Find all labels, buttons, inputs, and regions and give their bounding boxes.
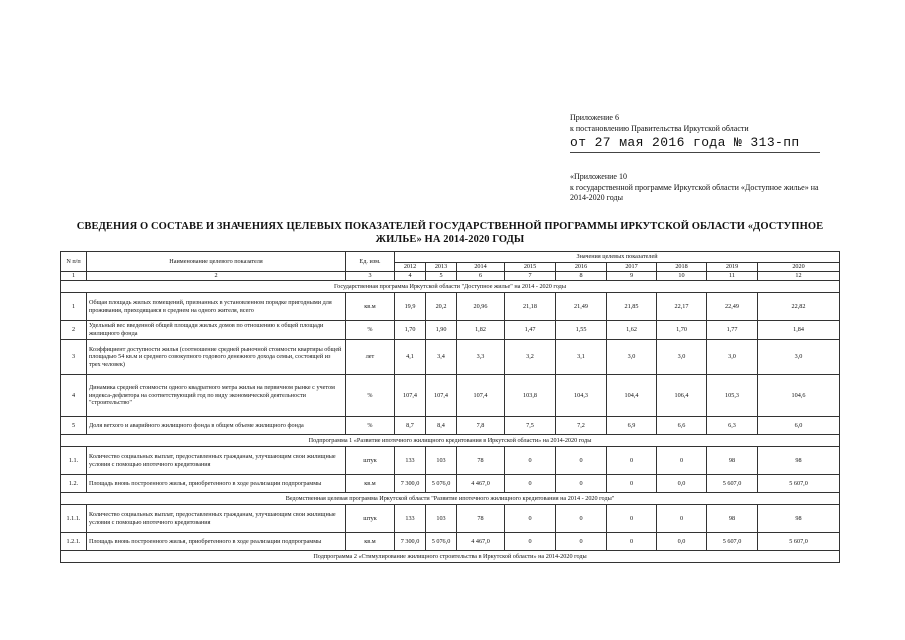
value-cell: 78: [457, 505, 505, 533]
year-cell: 2017: [607, 263, 657, 272]
value-cell: 19,9: [395, 293, 426, 321]
value-cell: 98: [758, 447, 840, 475]
value-cell: 21,49: [556, 293, 607, 321]
value-cell: 133: [395, 447, 426, 475]
value-cell: 78: [457, 447, 505, 475]
value-cell: 7,2: [556, 417, 607, 435]
value-cell: 0: [607, 505, 657, 533]
value-cell: 1,70: [395, 321, 426, 340]
section-row: [61, 493, 840, 505]
indicator-name: Площадь вновь построенного жилья, приобретенного в ходе реализации подпрограммы: [87, 475, 346, 493]
decree-line: от 27 мая 2016 года № 313-пп: [570, 135, 820, 153]
value-cell: 6,6: [657, 417, 707, 435]
year-cell: 2013: [426, 263, 457, 272]
value-cell: 103: [426, 447, 457, 475]
row-number: 1.1.: [61, 447, 87, 475]
value-cell: 1,55: [556, 321, 607, 340]
value-cell: 3,1: [556, 340, 607, 375]
value-cell: 4 467,0: [457, 475, 505, 493]
year-cell: 2016: [556, 263, 607, 272]
value-cell: 20,2: [426, 293, 457, 321]
value-cell: 106,4: [657, 375, 707, 417]
value-cell: 7,8: [457, 417, 505, 435]
indicator-name: Динамика средней стоимости одного квадратного метра жилья на первичном рынке с учетом индекса-дефлятора на соответствующий год по виду экономической деятельности "строительство": [87, 375, 346, 417]
value-cell: 104,3: [556, 375, 607, 417]
value-cell: 1,47: [505, 321, 556, 340]
section-title: Подпрограмма 1 «Развитие ипотечного жилищного кредитования в Иркутской области» на 2014-2020 годы: [61, 435, 840, 447]
header-num: N п/п: [61, 252, 87, 272]
value-cell: 104,4: [607, 375, 657, 417]
value-cell: 133: [395, 505, 426, 533]
index-cell: 3: [346, 272, 395, 281]
value-cell: 107,4: [457, 375, 505, 417]
section-title: Государственная программа Иркутской области "Доступное жилье" на 2014 - 2020 годы: [61, 281, 840, 293]
index-cell: 7: [505, 272, 556, 281]
value-cell: 0: [556, 475, 607, 493]
indicator-name: Коэффициент доступности жилья (соотношение средней рыночной стоимости квартиры общей площадью 54 кв.м и среднего совокупного годового денежного дохода семьи, состоящей из трех человек): [87, 340, 346, 375]
table-row: [61, 375, 840, 417]
index-cell: 12: [758, 272, 840, 281]
value-cell: 1,90: [426, 321, 457, 340]
header-values: Значения целевых показателей: [395, 252, 840, 263]
indicator-name: Удельный вес введенной общей площади жилых домов по отношению к общей площади жилищного фонда: [87, 321, 346, 340]
value-cell: 22,49: [707, 293, 758, 321]
value-cell: 5 607,0: [758, 475, 840, 493]
value-cell: 5 607,0: [707, 533, 758, 551]
table-row: [61, 417, 840, 435]
unit-cell: %: [346, 321, 395, 340]
header-name: Наименование целевого показателя: [87, 252, 346, 272]
indicator-name: Доля ветхого и аварийного жилищного фонда в общем объеме жилищного фонда: [87, 417, 346, 435]
indicator-name: Количество социальных выплат, предоставленных гражданам, улучшающим свои жилищные условия с помощью ипотечного кредитования: [87, 505, 346, 533]
value-cell: 0: [607, 533, 657, 551]
appendix-number: Приложение 6: [570, 113, 619, 122]
table-row: [61, 533, 840, 551]
value-cell: 5 607,0: [707, 475, 758, 493]
value-cell: 6,9: [607, 417, 657, 435]
value-cell: 7 300,0: [395, 533, 426, 551]
row-number: 5: [61, 417, 87, 435]
table-row: [61, 475, 840, 493]
value-cell: 3,3: [457, 340, 505, 375]
value-cell: 6,3: [707, 417, 758, 435]
row-number: 1.2.1.: [61, 533, 87, 551]
unit-cell: штук: [346, 505, 395, 533]
value-cell: 103,8: [505, 375, 556, 417]
value-cell: 3,0: [758, 340, 840, 375]
unit-cell: лет: [346, 340, 395, 375]
value-cell: 1,82: [457, 321, 505, 340]
value-cell: 0: [556, 447, 607, 475]
index-cell: 1: [61, 272, 87, 281]
year-cell: 2018: [657, 263, 707, 272]
row-number: 2: [61, 321, 87, 340]
value-cell: 7 300,0: [395, 475, 426, 493]
value-cell: 3,4: [426, 340, 457, 375]
value-cell: 3,2: [505, 340, 556, 375]
indicator-name: Общая площадь жилых помещений, признанных в установленном порядке пригодными для проживания, приходящаяся в среднем на одного жителя, всего: [87, 293, 346, 321]
row-number: 1: [61, 293, 87, 321]
value-cell: 22,17: [657, 293, 707, 321]
value-cell: 0: [505, 447, 556, 475]
table-row: [61, 293, 840, 321]
value-cell: 0: [607, 475, 657, 493]
value-cell: 4,1: [395, 340, 426, 375]
value-cell: 105,3: [707, 375, 758, 417]
index-cell: 6: [457, 272, 505, 281]
table-row: [61, 505, 840, 533]
section-row: [61, 281, 840, 293]
unit-cell: %: [346, 417, 395, 435]
index-cell: 8: [556, 272, 607, 281]
indicator-name: Количество социальных выплат, предоставленных гражданам, улучшающим свои жилищные условия с помощью ипотечного кредитования: [87, 447, 346, 475]
value-cell: 0: [657, 505, 707, 533]
appendix-block: [570, 112, 870, 134]
table-row: [61, 340, 840, 375]
appendix10-program: к государственной программе Иркутской области «Доступное жилье» на 2014-2020 годы: [570, 182, 819, 202]
value-cell: 8,4: [426, 417, 457, 435]
section-row: [61, 551, 840, 563]
value-cell: 107,4: [395, 375, 426, 417]
year-cell: 2020: [758, 263, 840, 272]
value-cell: 1,77: [707, 321, 758, 340]
section-row: [61, 435, 840, 447]
value-cell: 20,96: [457, 293, 505, 321]
value-cell: 0,0: [657, 533, 707, 551]
year-cell: 2014: [457, 263, 505, 272]
value-cell: 3,0: [657, 340, 707, 375]
unit-cell: %: [346, 375, 395, 417]
value-cell: 1,62: [607, 321, 657, 340]
appendix10-number: «Приложение 10: [570, 172, 627, 181]
unit-cell: штук: [346, 447, 395, 475]
value-cell: 0: [556, 505, 607, 533]
value-cell: 0,0: [657, 475, 707, 493]
index-cell: 10: [657, 272, 707, 281]
row-number: 3: [61, 340, 87, 375]
value-cell: 21,18: [505, 293, 556, 321]
indicator-name: Площадь вновь построенного жилья, приобретенного в ходе реализации подпрограммы: [87, 533, 346, 551]
row-number: 1.1.1.: [61, 505, 87, 533]
value-cell: 0: [505, 505, 556, 533]
value-cell: 5 607,0: [758, 533, 840, 551]
year-cell: 2015: [505, 263, 556, 272]
value-cell: 22,82: [758, 293, 840, 321]
value-cell: 107,4: [426, 375, 457, 417]
index-cell: 11: [707, 272, 758, 281]
section-title: Ведомственная целевая программа Иркутской области "Развитие ипотечного жилищного кредитования на 2014 - 2020 годы": [61, 493, 840, 505]
value-cell: 103: [426, 505, 457, 533]
appendix10-block: [570, 172, 830, 204]
indicators-table: [60, 251, 840, 563]
unit-cell: кв.м: [346, 293, 395, 321]
value-cell: 0: [505, 475, 556, 493]
value-cell: 0: [657, 447, 707, 475]
value-cell: 5 076,0: [426, 475, 457, 493]
value-cell: 98: [758, 505, 840, 533]
year-cell: 2012: [395, 263, 426, 272]
section-title: Подпрограмма 2 «Стимулирование жилищного строительства в Иркутской области» на 2014-2020 годы: [61, 551, 840, 563]
table-row: [61, 447, 840, 475]
value-cell: 98: [707, 505, 758, 533]
value-cell: 0: [556, 533, 607, 551]
document-title: СВЕДЕНИЯ О СОСТАВЕ И ЗНАЧЕНИЯХ ЦЕЛЕВЫХ ПОКАЗАТЕЛЕЙ ГОСУДАРСТВЕННОЙ ПРОГРАММЫ ИРКУТСКОЙ ОБЛАСТИ «ДОСТУПНОЕ ЖИЛЬЕ» НА 2014-2020 ГОДЫ: [76, 221, 824, 245]
value-cell: 21,85: [607, 293, 657, 321]
index-cell: 2: [87, 272, 346, 281]
index-cell: 4: [395, 272, 426, 281]
value-cell: 0: [607, 447, 657, 475]
value-cell: 7,5: [505, 417, 556, 435]
value-cell: 3,0: [707, 340, 758, 375]
header-unit: Ед. изм.: [346, 252, 395, 272]
row-number: 4: [61, 375, 87, 417]
index-cell: 9: [607, 272, 657, 281]
index-cell: 5: [426, 272, 457, 281]
value-cell: 4 467,0: [457, 533, 505, 551]
value-cell: 8,7: [395, 417, 426, 435]
unit-cell: кв.м: [346, 475, 395, 493]
value-cell: 6,0: [758, 417, 840, 435]
year-cell: 2019: [707, 263, 758, 272]
value-cell: 1,70: [657, 321, 707, 340]
value-cell: 1,84: [758, 321, 840, 340]
value-cell: 3,0: [607, 340, 657, 375]
appendix-to: к постановлению Правительства Иркутской области: [570, 124, 749, 133]
value-cell: 104,6: [758, 375, 840, 417]
row-number: 1.2.: [61, 475, 87, 493]
value-cell: 98: [707, 447, 758, 475]
table-row: [61, 321, 840, 340]
value-cell: 5 076,0: [426, 533, 457, 551]
value-cell: 0: [505, 533, 556, 551]
unit-cell: кв.м: [346, 533, 395, 551]
